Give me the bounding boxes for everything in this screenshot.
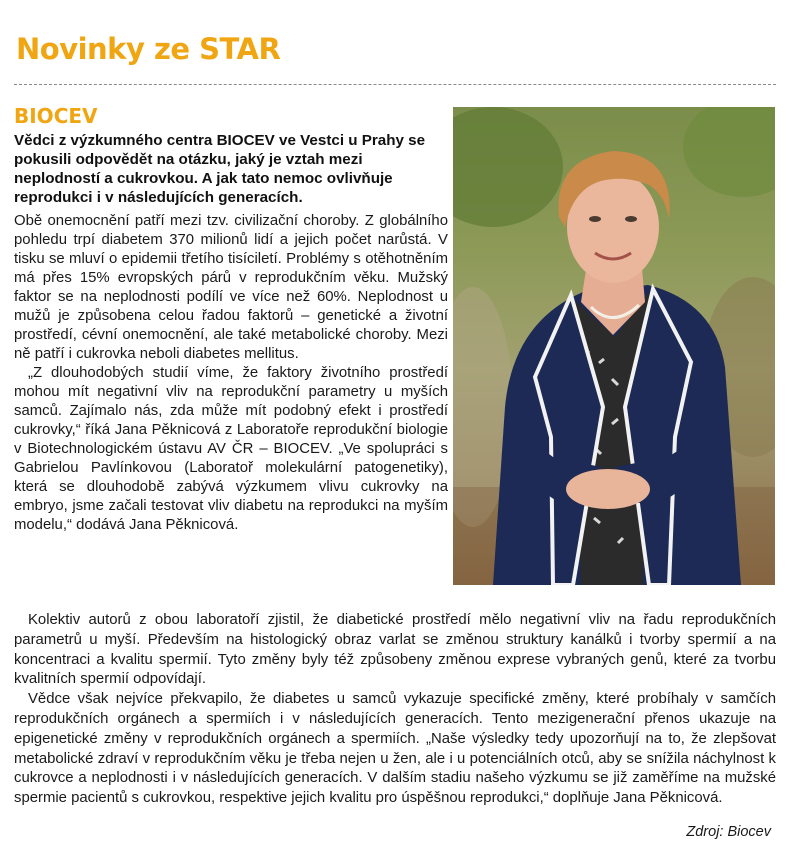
article-paragraph-4: Vědce však nejvíce překvapilo, že diabetes u samců vykazuje specifické změny, které probíhaly v samčích reprodukčních orgánech a spermiích i v následujících generacích. Tento mezigenerační přenos ukazuje na epigenetické změny v reprodukčních orgánech a spermiích. „Naše výsledky tedy upozorňují na to, že zlepšovat metabolické zdraví v reprodukčním věku je třeba nejen u žen, ale i u potenciálních otců, aby se snížila náchylnost k cukrovce a neplodnosti i v následujících generacích. V dalším stadiu našeho výzkumu se již zaměříme na mužské spermie pacientů s cukrovkou, respektive jejich kvalitu pro úspěšnou reprodukci,“ doplňuje Jana Pěknicová. [14,691,776,807]
article-paragraph-2: „Z dlouhodobých studií víme, že faktory životního prostředí mohou mít negativní vliv na reprodukční parametry u myších samců. Zajímalo nás, zda může mít podobný efekt i prostředí cukrovky,“ říká Jana Pěknicová z Laboratoře reprodukční biologie v Biotechnologickém ústavu AV ČR – BIOCEV. „Ve spolupráci s Gabrielou Pavlínkovou (Laboratoř molekulární patogenetiky), která se dlouhodobě zabývá výzkumem vlivu cukrovky na embryo, jsme začali testovat vliv diabetu na reprodukci na myším modelu,“ dodává Jana Pěknicová. [14,365,448,533]
article-paragraph-1: Obě onemocnění patří mezi tzv. civilizační choroby. Z globálního pohledu trpí diabetem 370 milionů lidí a jejich počet narůstá. V tisku se mluví o epidemii třetího tisíciletí. Problémy s otěhotněním má přes 15% evropských párů v reprodukčním věku. Mužský faktor se na neplodnosti podílí ve více než 60%. Neplodnost u mužů je způsobena celou řadou faktorů – genetické a životní prostředí, cévní onemocnění, ale také metabolické choroby. Mezi ně patří i cukrovka neboli diabetes mellitus. [14,213,448,362]
article-paragraph-3: Kolektiv autorů z obou laboratoří zjistil, že diabetické prostředí mělo negativní vliv na řadu reprodukčních parametrů u myší. Především na histologický obraz varlat se změnou struktury kanálků i tvorby spermií a na koncentraci a kvalitu spermií. Tyto změny byly též způsobeny změnou exprese vybraných genů, které za tvorbu kvalitních spermií odpovídají. [14,612,776,688]
article-lead: Vědci z výzkumného centra BIOCEV ve Vestci u Prahy se pokusili odpovědět na otázku, jaký je vztah mezi neplodností a cukrovkou. A jak tato nemoc ovlivňuje reprodukci i v následujících generacích. [14,132,426,206]
article-section-title: BIOCEV [14,104,98,128]
article-source: Zdroj: Biocev [686,824,771,840]
header-divider [14,84,776,85]
portrait-illustration [453,107,775,585]
article-body-column [14,212,448,535]
page-header-title: Novinky ze STAR [16,32,281,66]
portrait-photo [453,107,775,585]
article-body-full-width [14,611,776,809]
